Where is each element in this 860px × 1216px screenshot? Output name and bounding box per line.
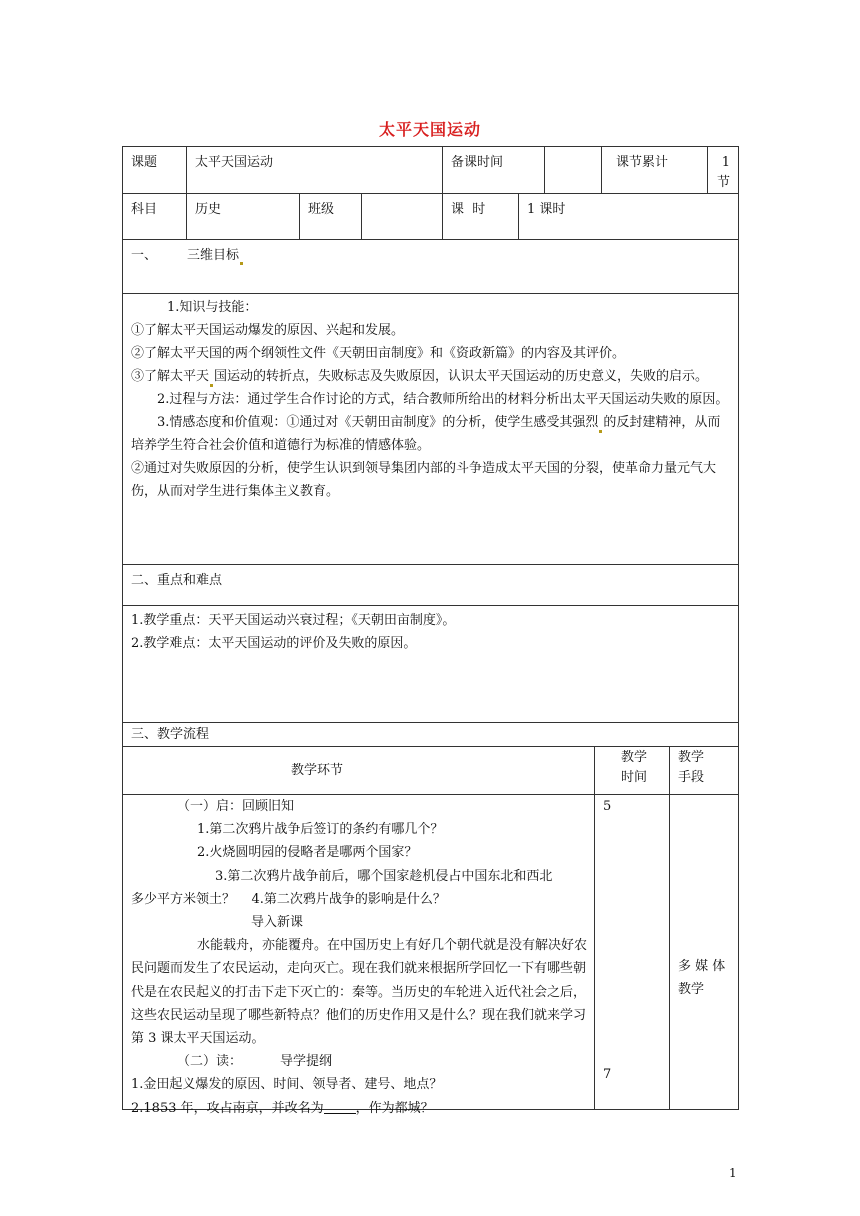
section-goals-content-row (122, 294, 739, 565)
section-goals-content (123, 294, 738, 503)
subject-value: 历史 (186, 194, 299, 239)
section-keypoints-heading: 二、重点和难点 (131, 573, 223, 588)
flow-review-q3: 3.第二次鸦片战争前后，哪个国家趁机侵占中国东北和西北 (215, 868, 553, 884)
goal-emotion-2: ②通过对失败原因的分析，使学生认识到领导集团内部的斗争造成太平天国的分裂，使革命力量元气大伤，从而对学生进行集体主义教育。 (131, 461, 717, 499)
goal-knowledge-heading: 1.知识与技能： (167, 300, 258, 315)
flow-col-stage: 教学环节 (291, 763, 344, 778)
info-row-2 (122, 194, 739, 240)
fill-blank (324, 1100, 356, 1114)
total-lessons-value (707, 147, 738, 193)
key-point: 1.教学重点：天平天国运动兴衰过程；《天朝田亩制度》。 (131, 613, 456, 628)
subject-label: 科目 (131, 202, 158, 217)
total-lessons-label: 课节累计 (601, 147, 707, 193)
flow-time-read: 7 (603, 1067, 612, 1082)
goal-emotion: 3.情感态度和价值观：①通过对《天朝田亩制度》的分析，使学生感受其强烈 的反封建精神，从而培养学生符合社会价值和道德行为标准的情感体验。 (131, 415, 721, 453)
flow-review-heading: （一）启：回顾旧知 (177, 799, 295, 814)
section-goals-title: 三维目标 (187, 248, 240, 263)
total-lessons-number: 1 (721, 155, 730, 170)
prep-time-value (544, 147, 601, 193)
hours-value: 1 课时 (518, 194, 738, 239)
mark-dot (240, 262, 243, 265)
flow-review-q2: 2.火烧圆明园的侵略者是哪两个国家？ (197, 845, 418, 861)
lesson-plan-table (122, 146, 739, 1116)
section-keypoints-content (123, 606, 738, 655)
section-keypoints-content-row (122, 606, 739, 723)
flow-review-q1: 1.第二次鸦片战争后签订的条约有哪几个？ (197, 822, 444, 838)
flow-read-q1: 1.金田起义爆发的原因、时间、领导者、建号、地点？ (131, 1077, 443, 1093)
topic-label: 课题 (131, 155, 158, 170)
flow-time-review: 5 (603, 799, 612, 814)
section-flow-heading: 三、教学流程 (131, 727, 210, 742)
flow-read-q2: 2.1853 年，攻占南京，并改名为 ，作为都城？ (131, 1100, 434, 1116)
goal-item-1: ①了解太平天国运动爆发的原因、兴起和发展。 (131, 323, 405, 338)
hours-label: 课 时 (442, 194, 518, 239)
goal-item-2: ②了解太平天国的两个纲领性文件《天朝田亩制度》和《资政新篇》的内容及其评价。 (131, 346, 626, 361)
flow-stage-content (123, 795, 594, 1116)
goal-item-3: ③了解太平天 国运动的转折点，失败标志及失败原因，认识太平天国运动的历史意义，失败的启示。 (131, 365, 730, 388)
flow-header-row (122, 747, 739, 795)
goal-process-method: 2.过程与方法：通过学生合作讨论的方式，结合教师所给出的材料分析出太平天国运动失败的原因。 (157, 392, 729, 407)
difficult-point: 2.教学难点：太平天国运动的评价及失败的原因。 (131, 636, 417, 651)
class-label: 班级 (299, 194, 361, 239)
section-goals-heading-row (122, 240, 739, 294)
flow-read-heading: （二）读： 导学提纲 (177, 1054, 333, 1070)
flow-review-q3-cont: 多少平方米领土？ 4.第二次鸦片战争的影响是什么？ (131, 891, 446, 907)
total-lessons-unit: 节 (716, 175, 730, 190)
class-value (361, 194, 442, 239)
flow-col-time: 教学时间 (594, 747, 669, 794)
flow-intro-heading: 导入新课 (251, 915, 304, 931)
flow-col-method: 教学手段 (669, 747, 738, 794)
flow-time-content (594, 795, 669, 1109)
section-goals-heading (123, 240, 738, 293)
flow-body-row (122, 795, 739, 1116)
page-number: 1 (729, 1166, 737, 1180)
section-goals-number: 一、 (131, 248, 158, 263)
topic-value: 太平天国运动 (186, 147, 442, 193)
document-title: 太平天国运动 (378, 120, 481, 139)
flow-intro-text: 水能载舟，亦能覆舟。在中国历史上有好几个朝代就是没有解决好农民问题而发生了农民运动，走向灭亡。现在我们就来根据所学回忆一下有哪些朝代是在农民起义的打击下走下灭亡的：秦等。当历史的车轮进入近代社会之后，这些农民运动呈现了哪些新特点？他们的历史作用又是什么？现在我们就来学习第 3 课太平天国运动。 (131, 938, 588, 1047)
flow-method-content (669, 795, 738, 1109)
section-flow-heading-row (122, 723, 739, 747)
flow-method-media: 多 媒 体 教学 (678, 959, 726, 997)
prep-time-label: 备课时间 (442, 147, 544, 193)
info-row-1 (122, 146, 739, 194)
section-keypoints-heading-row (122, 565, 739, 606)
